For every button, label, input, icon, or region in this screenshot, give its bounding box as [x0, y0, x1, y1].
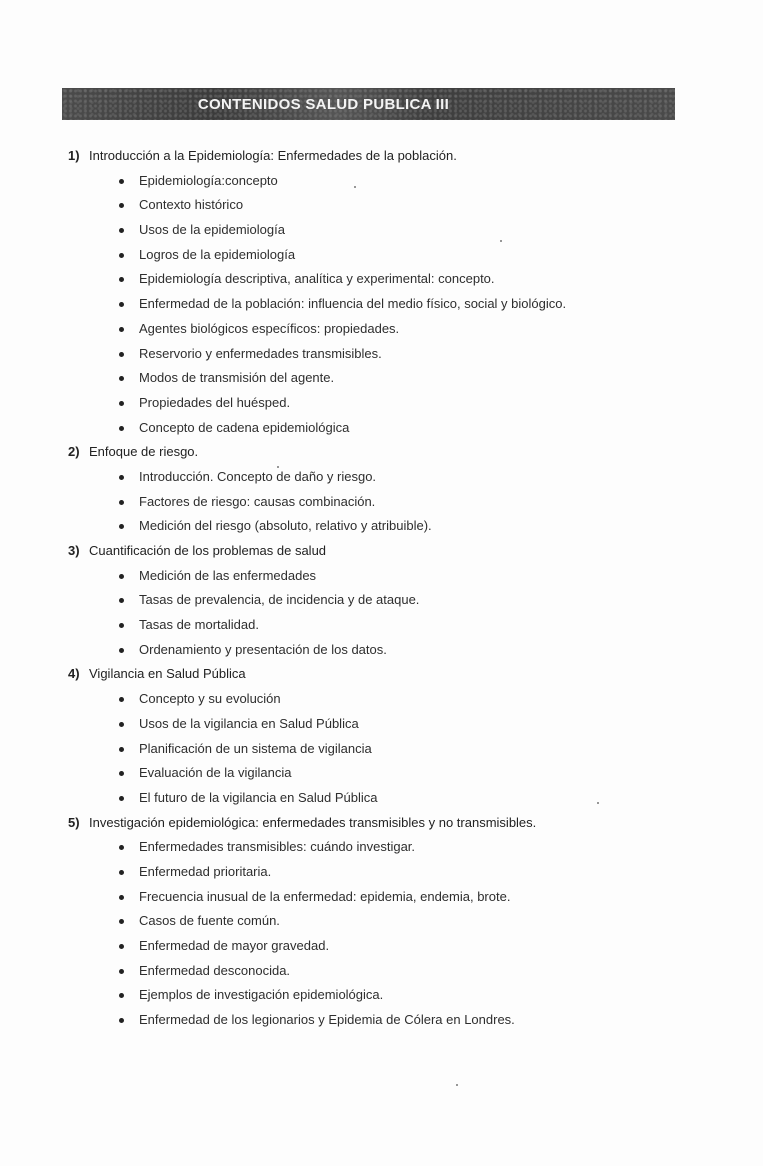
list-item [68, 959, 708, 984]
scan-speck [500, 240, 502, 242]
section-items [68, 465, 708, 539]
bullet-icon [119, 697, 124, 702]
section-title: Introducción a la Epidemiología: Enfermedades de la población. [89, 148, 457, 163]
bullet-icon [119, 426, 124, 431]
bullet-icon [119, 895, 124, 900]
item-text: Epidemiología descriptiva, analítica y experimental: concepto. [139, 271, 495, 287]
item-text: Contexto histórico [139, 197, 244, 213]
item-text: Ejemplos de investigación epidemiológica. [139, 987, 384, 1003]
bullet-icon [119, 228, 124, 233]
list-item [68, 490, 708, 515]
item-text: Medición del riesgo (absoluto, relativo y atribuible). [139, 518, 432, 534]
bullet-icon [119, 623, 124, 628]
item-text: Ordenamiento y presentación de los datos. [139, 641, 387, 657]
item-text: Concepto de cadena epidemiológica [139, 419, 350, 435]
list-item [68, 909, 708, 934]
bullet-icon [119, 648, 124, 653]
item-text: Medición de las enfermedades [139, 567, 317, 583]
bullet-icon [119, 574, 124, 579]
section-title: Enfoque de riesgo. [89, 444, 199, 460]
item-text: Reservorio y enfermedades transmisibles. [139, 345, 382, 361]
section-title: Cuantificación de los problemas de salud [89, 543, 327, 558]
item-text: Enfermedad desconocida. [139, 962, 291, 978]
list-item [68, 835, 708, 860]
list-item [68, 885, 708, 910]
item-text: Casos de fuente común. [139, 913, 280, 929]
section-2 [68, 440, 708, 539]
scan-speck [597, 802, 599, 804]
section-number: 4) [68, 666, 80, 682]
bullet-icon [119, 845, 124, 850]
bullet-icon [119, 302, 124, 307]
item-text: Tasas de mortalidad. [139, 617, 259, 633]
bullet-icon [119, 179, 124, 184]
title-banner [62, 88, 675, 120]
list-item [68, 416, 708, 441]
item-text: Planificación de un sistema de vigilancia [139, 740, 372, 756]
list-item [68, 638, 708, 663]
bullet-icon [119, 401, 124, 406]
item-text: Usos de la epidemiología [139, 222, 285, 238]
section-items [68, 169, 708, 441]
list-item [68, 465, 708, 490]
section-items [68, 687, 708, 810]
item-text: Epidemiología:concepto [139, 172, 278, 188]
bullet-icon [119, 203, 124, 208]
section-heading [68, 144, 708, 169]
section-3 [68, 539, 708, 662]
section-4 [68, 662, 708, 810]
section-heading [68, 440, 708, 465]
list-item [68, 983, 708, 1008]
item-text: El futuro de la vigilancia en Salud Pública [139, 789, 378, 805]
list-item [68, 761, 708, 786]
item-text: Usos de la vigilancia en Salud Pública [139, 715, 359, 731]
bullet-icon [119, 524, 124, 529]
bullet-icon [119, 722, 124, 727]
item-text: Introducción. Concepto de daño y riesgo. [139, 468, 377, 484]
scan-speck [277, 466, 279, 468]
item-text: Propiedades del huésped. [139, 394, 291, 410]
list-item [68, 391, 708, 416]
contents-list [68, 144, 708, 1033]
list-item [68, 292, 708, 317]
section-5 [68, 811, 708, 1033]
section-heading [68, 539, 708, 564]
list-item [68, 613, 708, 638]
list-item [68, 934, 708, 959]
bullet-icon [119, 1018, 124, 1023]
bullet-icon [119, 771, 124, 776]
bullet-icon [119, 327, 124, 332]
bullet-icon [119, 919, 124, 924]
list-item [68, 218, 708, 243]
list-item [68, 712, 708, 737]
section-items [68, 564, 708, 663]
item-text: Enfermedad prioritaria. [139, 863, 272, 879]
item-text: Evaluación de la vigilancia [139, 765, 292, 781]
bullet-icon [119, 747, 124, 752]
bullet-icon [119, 475, 124, 480]
list-item [68, 317, 708, 342]
list-item [68, 786, 708, 811]
bullet-icon [119, 598, 124, 603]
item-text: Tasas de prevalencia, de incidencia y de ataque. [139, 592, 420, 608]
item-text: Concepto y su evolución [139, 691, 281, 707]
bullet-icon [119, 253, 124, 258]
bullet-icon [119, 796, 124, 801]
list-item [68, 687, 708, 712]
list-item [68, 267, 708, 292]
bullet-icon [119, 500, 124, 505]
section-number: 5) [68, 814, 80, 830]
list-item [68, 588, 708, 613]
list-item [68, 169, 708, 194]
item-text: Enfermedad de la población: influencia del medio físico, social y biológico. [139, 296, 567, 312]
document-title: CONTENIDOS SALUD PUBLICA III [197, 95, 450, 113]
section-title: Vigilancia en Salud Pública [89, 666, 246, 682]
section-items [68, 835, 708, 1033]
list-item [68, 1008, 708, 1033]
list-item [68, 193, 708, 218]
item-text: Enfermedad de los legionarios y Epidemia de Cólera en Londres. [139, 1012, 515, 1028]
scan-speck [456, 1084, 458, 1086]
list-item [68, 366, 708, 391]
list-item [68, 514, 708, 539]
list-item [68, 860, 708, 885]
bullet-icon [119, 376, 124, 381]
bullet-icon [119, 277, 124, 282]
section-heading [68, 662, 708, 687]
item-text: Modos de transmisión del agente. [139, 370, 335, 386]
bullet-icon [119, 352, 124, 357]
section-number: 3) [68, 543, 80, 558]
section-number: 2) [68, 444, 80, 460]
bullet-icon [119, 870, 124, 875]
item-text: Logros de la epidemiología [139, 246, 296, 262]
item-text: Enfermedad de mayor gravedad. [139, 938, 330, 953]
section-heading [68, 811, 708, 836]
list-item [68, 243, 708, 268]
section-number: 1) [68, 148, 80, 163]
item-text: Frecuencia inusual de la enfermedad: epidemia, endemia, brote. [139, 888, 511, 904]
list-item [68, 342, 708, 367]
bullet-icon [119, 944, 124, 949]
item-text: Factores de riesgo: causas combinación. [139, 493, 376, 509]
bullet-icon [119, 969, 124, 974]
bullet-icon [119, 993, 124, 998]
item-text: Agentes biológicos específicos: propiedades. [139, 320, 400, 336]
item-text: Enfermedades transmisibles: cuándo investigar. [139, 839, 416, 855]
scan-speck [354, 186, 356, 188]
section-title: Investigación epidemiológica: enfermedades transmisibles y no transmisibles. [89, 814, 537, 830]
list-item [68, 564, 708, 589]
list-item [68, 737, 708, 762]
section-1 [68, 144, 708, 440]
